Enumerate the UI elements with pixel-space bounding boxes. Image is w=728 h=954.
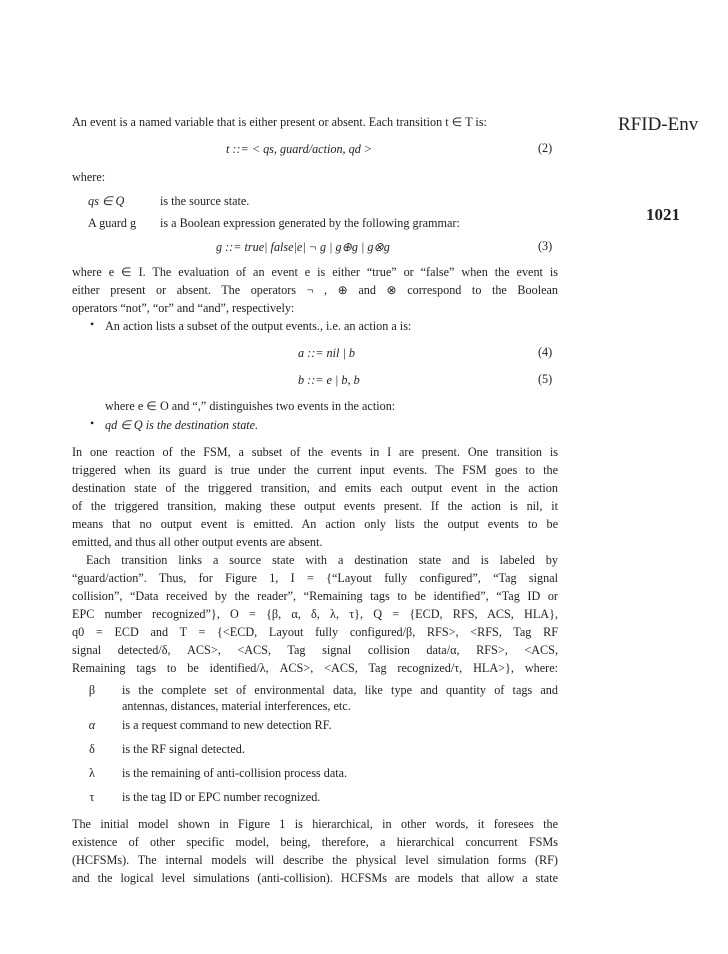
symbol-desc — [122, 682, 558, 714]
def-term-qs: qs ∈ Q — [88, 194, 125, 208]
paragraph-fsm — [72, 443, 558, 551]
equation-2-number: (2) — [538, 141, 553, 155]
bullet-marker: • — [90, 317, 95, 331]
paragraph-model-line: existence of other specific model, being, therefore, a hierarchical concurrent FSMs — [72, 835, 558, 849]
equation-2: t ::= < qs, guard/action, qd > — [226, 142, 373, 156]
paragraph-event-line: operators “not”, “or” and “and”, respectively: — [72, 301, 295, 315]
paragraph-model-line: (HCFSMs). The internal models will describe the physical level simulation forms (RF) — [72, 853, 558, 867]
equation-5: b ::= e | b, b — [298, 373, 360, 387]
bullet-action: An action lists a subset of the output events., i.e. an action a is: — [105, 319, 412, 333]
paragraph-fsm-line: emitted, and thus all other output events are absent. — [72, 535, 323, 549]
running-header: RFID-Env — [618, 114, 699, 135]
def-desc-qs: is the source state. — [160, 194, 250, 208]
symbol: δ — [89, 742, 95, 756]
where-label: where: — [72, 170, 106, 184]
paragraph-link-line: EPC number recognized”}, O = {β, α, δ, λ, τ}, Q = {ECD, RFS, ACS, HLA}, — [72, 607, 558, 621]
intro-line: An event is a named variable that is either present or absent. Each transition t ∈ T is: — [72, 115, 487, 129]
paragraph-link-line: collision”, “Data received by the reader”, “Remaining tags to be identified”, “Tag ID or — [72, 589, 558, 603]
paragraph-fsm-line: destination state of the triggered transition, and emits each output event in the action — [72, 481, 558, 495]
bullet-marker: • — [90, 416, 95, 430]
bullet-destination: qd ∈ Q is the destination state. — [105, 418, 259, 432]
symbol-desc: is a request command to new detection RF. — [122, 718, 332, 732]
paragraph-model-line: The initial model shown in Figure 1 is hierarchical, in other words, it foresees the — [72, 817, 558, 831]
symbol: τ — [89, 790, 95, 804]
paragraph-link-line: Each transition links a source state with a destination state and is labeled by — [86, 553, 558, 567]
paragraph-model — [72, 815, 558, 887]
symbol-desc-line: is the complete set of environmental data, like type and quantity of tags and — [122, 683, 558, 697]
paragraph-fsm-line: In one reaction of the FSM, a subset of the events in I are present. One transition is — [72, 445, 558, 459]
equation-4: a ::= nil | b — [298, 346, 355, 360]
symbol-row-beta — [72, 682, 558, 716]
paragraph-event — [72, 263, 558, 317]
paragraph-link-line: Remaining tags to be identified/λ, ACS>, <ACS, Tag recognized/τ, HLA>}, where: — [72, 661, 558, 675]
paragraph-fsm-line: of the triggered transition, making these output events present. If the action is nil, it — [72, 499, 558, 513]
equation-3-number: (3) — [538, 239, 553, 253]
def-term-guard: A guard g — [88, 216, 137, 230]
symbol-desc: is the remaining of anti-collision process data. — [122, 766, 348, 780]
paragraph-fsm-line: means that no output event is emitted. An action only lists the output events to be — [72, 517, 558, 531]
paragraph-link-line: signal detected/δ, ACS>, <ACS, Tag signal collision data/α, RFS>, <ACS, — [72, 643, 558, 657]
paragraph-link-line: “guard/action”. Thus, for Figure 1, I = {“Layout fully configured”, “Tag signal — [72, 571, 558, 585]
paragraph-link-line: q0 = ECD and T = {<ECD, Layout fully configured/β, RFS>, <RFS, Tag RF — [72, 625, 558, 639]
symbol: α — [88, 718, 96, 732]
equation-4-number: (4) — [538, 345, 553, 359]
def-desc-guard: is a Boolean expression generated by the following grammar: — [160, 216, 460, 230]
paragraph-fsm-line: triggered when its guard is true under the current input events. The FSM goes to the — [72, 463, 558, 477]
symbol-desc: is the RF signal detected. — [122, 742, 245, 756]
paragraph-link — [72, 551, 558, 677]
paragraph-event-line: where e ∈ I. The evaluation of an event e is either “true” or “false” when the event is — [72, 265, 558, 279]
where-e-line: where e ∈ O and “,” distinguishes two events in the action: — [105, 399, 396, 413]
symbol-desc: is the tag ID or EPC number recognized. — [122, 790, 321, 804]
symbol: λ — [89, 766, 95, 780]
paragraph-event-line: either present or absent. The operators ¬ , ⊕ and ⊗ correspond to the Boolean — [72, 283, 558, 297]
paragraph-model-line: and the logical level simulations (anti-collision). HCFSMs are models that allow a state — [72, 871, 558, 885]
symbol-desc-line: antennas, distances, material interferences, etc. — [122, 699, 351, 713]
equation-3: g ::= true| false|e| ¬ g | g⊕g | g⊗g — [216, 240, 390, 254]
equation-5-number: (5) — [538, 372, 553, 386]
page-number: 1021 — [646, 205, 680, 224]
symbol: β — [88, 683, 96, 697]
